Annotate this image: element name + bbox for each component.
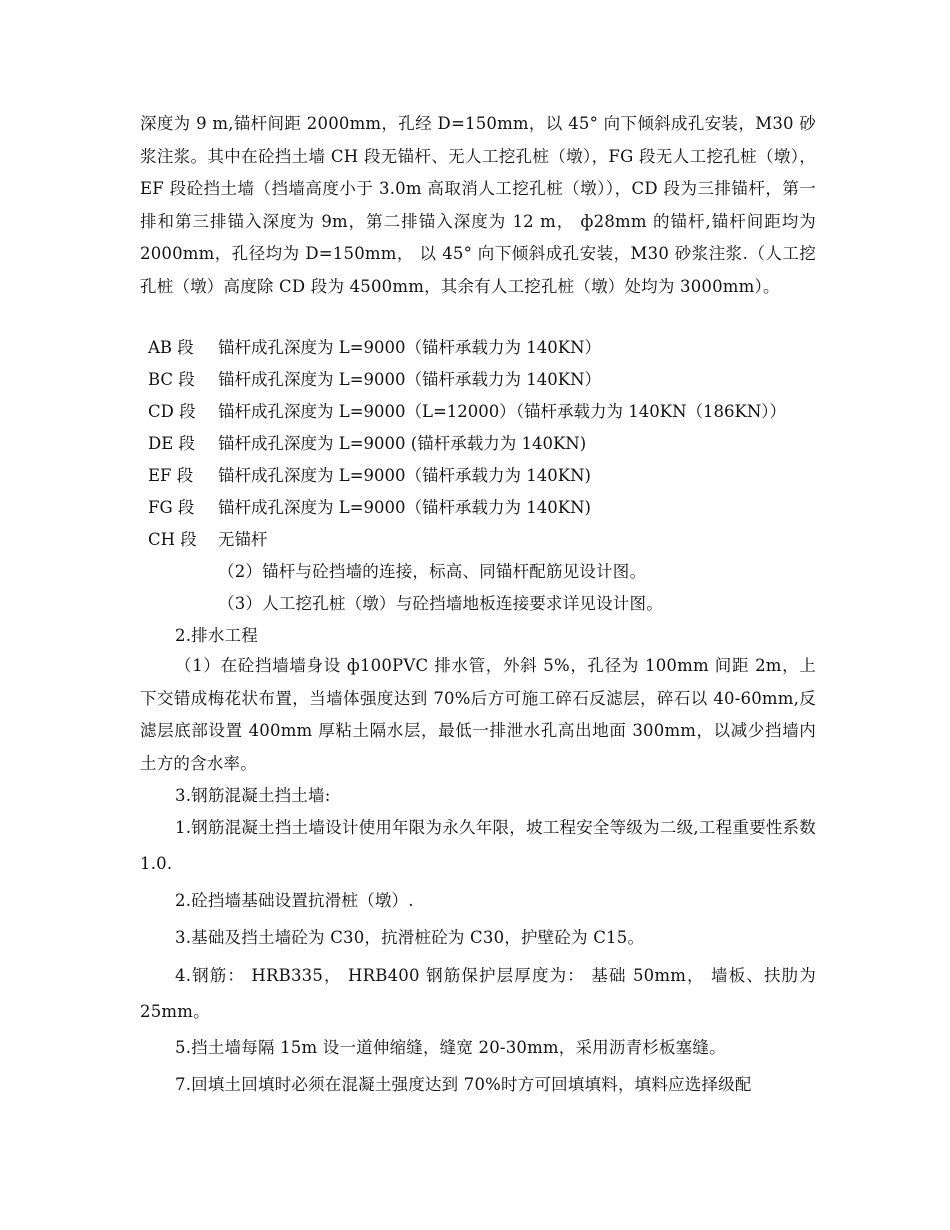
segment-text: 锚杆成孔深度为 L=9000（L=12000）（锚杆承载力为 140KN（186KN）） (218, 402, 787, 421)
segment-text: 锚杆成孔深度为 L=9000（锚杆承载力为 140KN) (218, 498, 591, 517)
wall-item-2: 2.砼挡墙基础设置抗滑桩（墩）. (175, 891, 414, 910)
segment-text: 锚杆成孔深度为 L=9000（锚杆承载力为 140KN) (218, 466, 591, 485)
wall-item-3: 3.基础及挡土墙砼为 C30，抗滑桩砼为 C30，护壁砼为 C15。 (175, 928, 645, 947)
segment-text: 锚杆成孔深度为 L=9000（锚杆承载力为 140KN） (218, 338, 602, 357)
segment-text: 无锚杆 (218, 530, 268, 549)
segment-label: DE 段 (148, 434, 196, 453)
segment-label: EF 段 (148, 466, 194, 485)
note-3: （3）人工挖孔桩（墩）与砼挡墙地板连接要求详见设计图。 (218, 594, 663, 613)
segment-label: BC 段 (148, 370, 195, 389)
intro-paragraph: 深度为 9 m,锚杆间距 2000mm，孔经 D=150mm，以 45° 向下倾斜成孔安装，M30 砂浆注浆。其中在砼挡土墙 CH 段无锚杆、无人工挖孔桩（墩），FG 段无人工挖孔桩（墩），EF 段砼挡土墙（挡墙高度小于 3.0m 高取消人工挖孔桩（墩）），CD 段为三排锚杆，第一排和第三排锚入深度为 9m，第二排锚入深度为 12 m， ф28mm 的锚杆,锚杆间距均为 2000mm，孔径均为 D=150mm， 以 45° 向下倾斜成孔安装，M30 砂浆注浆.（人工挖孔桩（墩）高度除 CD 段为 4500mm，其余有人工挖孔桩（墩）处均为 3000mm）。 (140, 114, 816, 296)
heading-drainage: 2.排水工程 (175, 626, 258, 645)
drainage-paragraph: （1）在砼挡墙墙身设 ф100PVC 排水管，外斜 5%，孔径为 100mm 间距 2m，上下交错成梅花状布置，当墙体强度达到 70%后方可施工碎石反滤层，碎石以 40-60mm,反滤层底部设置 400mm 厚粘土隔水层，最低一排泄水孔高出地面 300mm，以减少挡墙内土方的含水率。 (140, 656, 816, 773)
wall-item-4: 4.钢筋： HRB335， HRB400 钢筋保护层厚度为： 基础 50mm， 墙板、扶肋为 25mm。 (140, 966, 816, 1021)
note-2: （2）锚杆与砼挡墙的连接，标高、同锚杆配筋见设计图。 (218, 562, 647, 581)
segment-label: CH 段 (148, 530, 197, 549)
segment-text: 锚杆成孔深度为 L=9000 (锚杆承载力为 140KN) (218, 434, 587, 453)
segment-text: 锚杆成孔深度为 L=9000（锚杆承载力为 140KN） (218, 370, 602, 389)
segment-label: CD 段 (148, 402, 196, 421)
segment-label: AB 段 (148, 338, 194, 357)
segment-label: FG 段 (148, 498, 195, 517)
wall-item-7: 7.回填土回填时必须在混凝土强度达到 70%时方可回填填料，填料应选择级配 (175, 1075, 752, 1094)
wall-item-1: 1.钢筋混凝土挡土墙设计使用年限为永久年限，坡工程安全等级为二级,工程重要性系数 1.0. (140, 818, 816, 873)
heading-wall: 3.钢筋混凝土挡土墙: (175, 786, 331, 805)
wall-item-5: 5.挡土墙每隔 15m 设一道伸缩缝，缝宽 20-30mm，采用沥青杉板塞缝。 (175, 1038, 726, 1057)
